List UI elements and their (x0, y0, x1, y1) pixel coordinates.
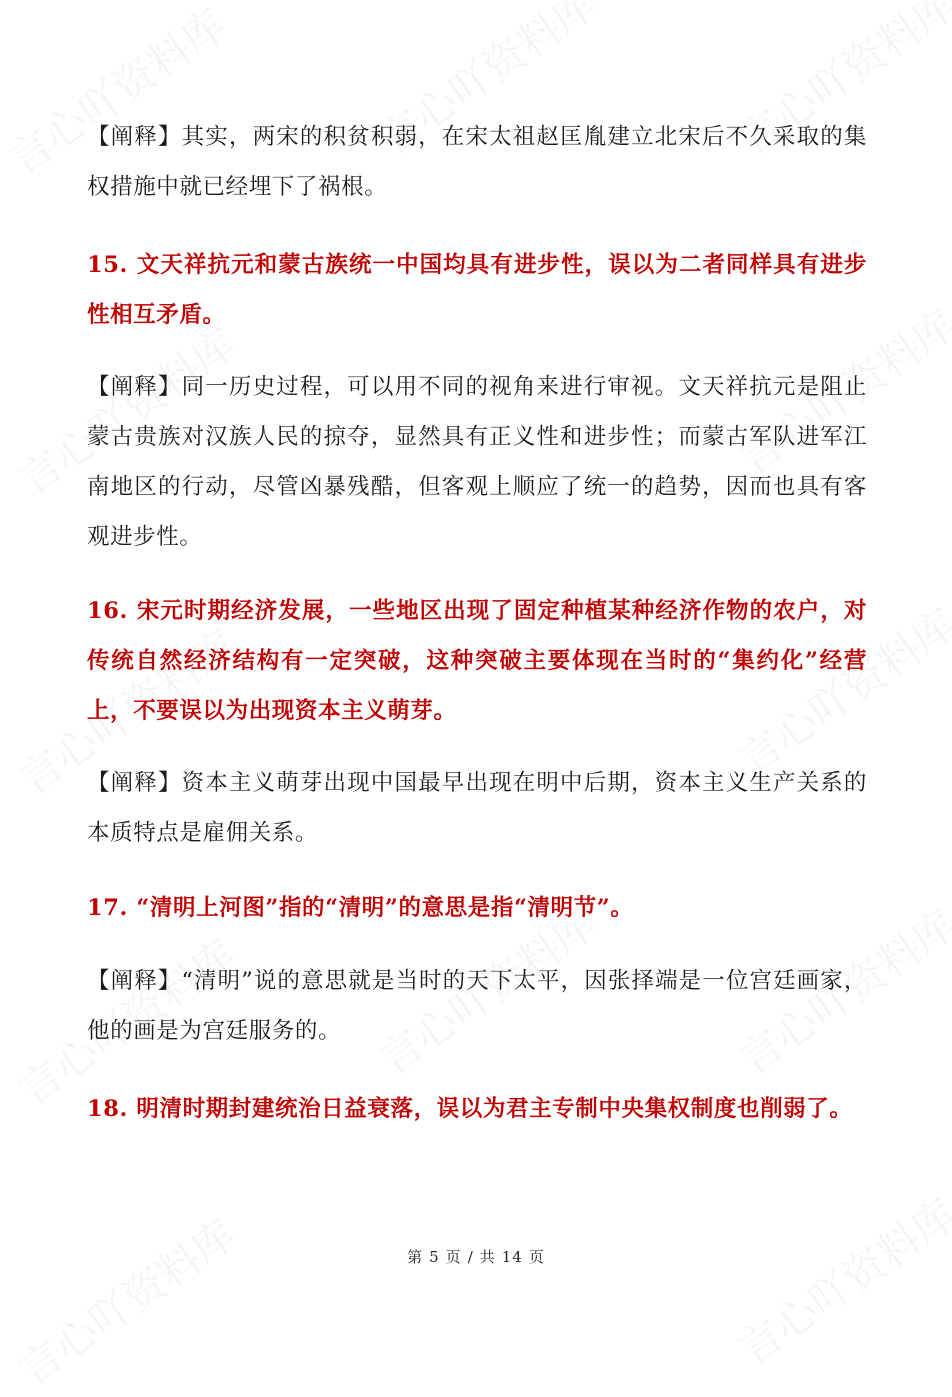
item-heading-15: 15. 文天祥抗元和蒙古族统一中国均具有进步性，误以为二者同样具有进步性相互矛盾。 (87, 252, 867, 328)
footer-prefix: 第 (407, 1248, 424, 1266)
explanation-paragraph: 【阐释】同一历史过程，可以用不同的视角来进行审视。文天祥抗元是阻止蒙古贵族对汉族人民的掠夺，显然具有正义性和进步性；而蒙古军队进军江南地区的行动，尽管凶暴残酷，但客观上顺应了统一的趋势，因而也具有客观进步性。 (87, 374, 867, 550)
item-heading-17: 17. “清明上河图”指的“清明”的意思是指“清明节”。 (87, 895, 634, 921)
footer-separator: / (467, 1248, 474, 1266)
explanation-paragraph: 【阐释】资本主义萌芽出现中国最早出现在明中后期，资本主义生产关系的本质特点是雇佣关系。 (87, 770, 867, 846)
total-pages: 14 (501, 1248, 523, 1266)
footer-total-prefix: 共 (479, 1248, 496, 1266)
page-number: 5 (429, 1248, 440, 1266)
watermark (726, 1183, 952, 1377)
page-footer (0, 1246, 952, 1267)
explanation-paragraph: 【阐释】“清明”说的意思就是当时的天下太平，因张择端是一位宫廷画家，他的画是为宫廷服务的。 (87, 968, 867, 1044)
explanation-paragraph: 【阐释】其实，两宋的积贫积弱，在宋太祖赵匡胤建立北宋后不久采取的集权措施中就已经埋下了祸根。 (87, 124, 867, 200)
item-heading-18: 18. 明清时期封建统治日益衰落，误以为君主专制中央集权制度也削弱了。 (87, 1096, 853, 1122)
item-heading-16: 16. 宋元时期经济发展，一些地区出现了固定种植某种经济作物的农户，对传统自然经济结构有一定突破，这种突破主要体现在当时的“集约化”经营上，不要误以为出现资本主义萌芽。 (87, 598, 867, 724)
footer-page-unit: 页 (445, 1248, 462, 1266)
footer-total-unit: 页 (528, 1248, 545, 1266)
watermark (6, 1203, 247, 1397)
